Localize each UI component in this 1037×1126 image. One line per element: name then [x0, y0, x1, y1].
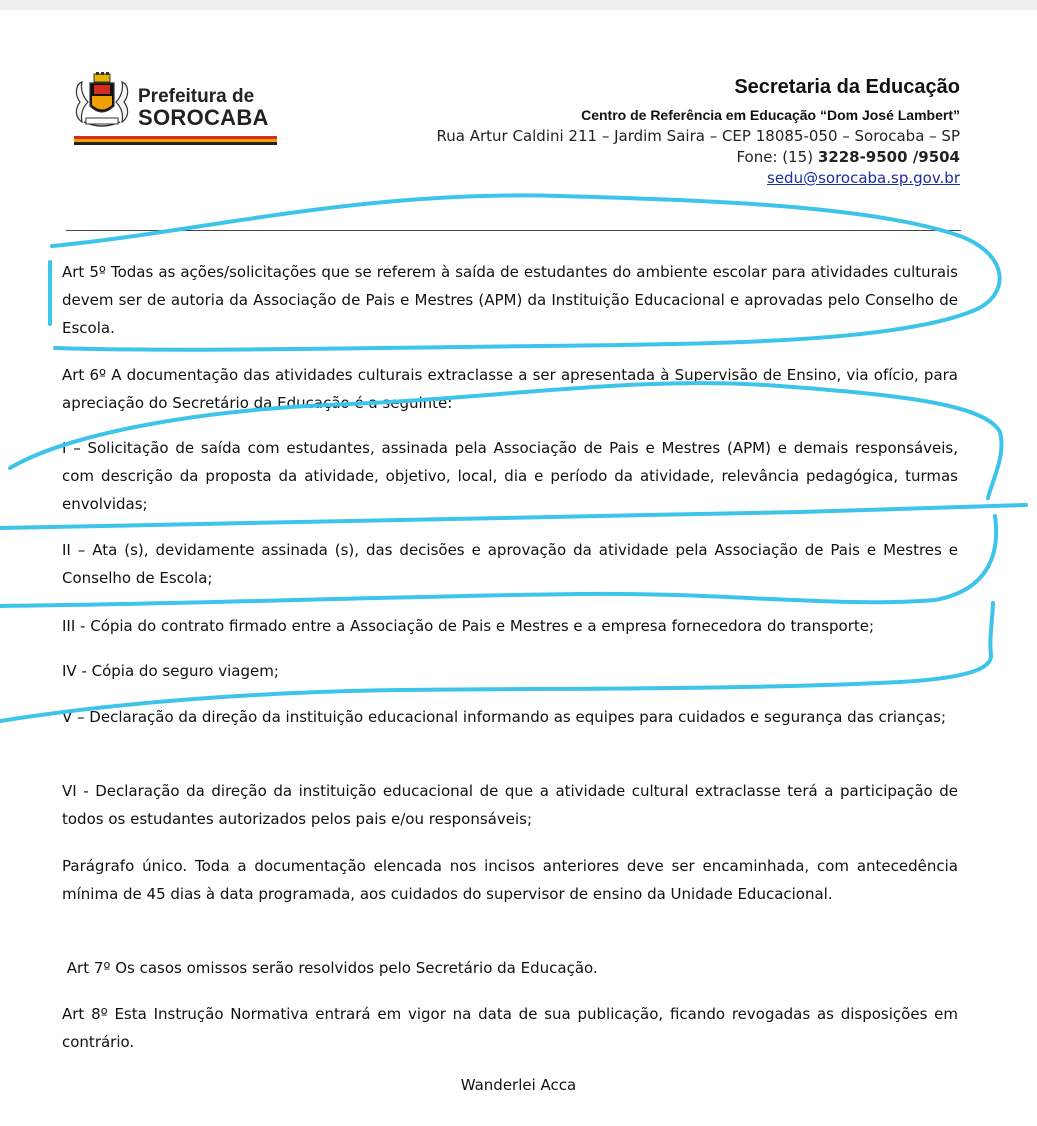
logo-text-sorocaba: SOROCABA: [138, 105, 269, 130]
paragraph-item-i: I – Solicitação de saída com estudantes, assinada pela Associação de Pais e Mestres (APM) e demais responsáveis, com descrição da proposta da atividade, objetivo, local, dia e período da atividade, relevância pedagógica, turmas envolvidas;: [62, 439, 958, 513]
email-link[interactable]: sedu@sorocaba.sp.gov.br: [767, 169, 960, 187]
paragraph-item-vi: VI - Declaração da direção da instituição educacional de que a atividade cultural extraclasse terá a participação de todos os estudantes autorizados pelos pais e/ou responsáveis;: [62, 782, 958, 828]
paragraph-art6: Art 6º A documentação das atividades culturais extraclasse a ser apresentada à Supervisão de Ensino, via ofício, para apreciação do Secretário da Educação é a seguinte:: [62, 366, 958, 412]
top-strip: [0, 0, 1037, 10]
stripe-black: [74, 142, 277, 145]
logo-stripes: [74, 136, 277, 145]
coat-of-arms-icon: [72, 72, 132, 132]
paragraph-item-iii: III - Cópia do contrato firmado entre a Associação de Pais e Mestres e a empresa fornecedora do transporte;: [62, 617, 875, 635]
paragraph-item-v: V – Declaração da direção da instituição educacional informando as equipes para cuidados e segurança das crianças;: [62, 708, 947, 726]
paragraph-item-ii: II – Ata (s), devidamente assinada (s), das decisões e aprovação da atividade pela Associação de Pais e Mestres e Conselho de Escola;: [62, 541, 958, 587]
paragraph-art5: Art 5º Todas as ações/solicitações que se referem à saída de estudantes do ambiente escolar para atividades culturais devem ser de autoria da Associação de Pais e Mestres (APM) da Instituição Educacional e aprovadas pelo Conselho de Escola.: [62, 263, 958, 337]
letterhead: [437, 76, 961, 187]
phone-prefix: Fone: (15): [736, 148, 818, 166]
logo-text-prefeitura: Prefeitura de: [138, 86, 255, 107]
paragraph-art7: Art 7º Os casos omissos serão resolvidos pelo Secretário da Educação.: [62, 959, 598, 977]
phone-numbers: 3228-9500 /9504: [817, 148, 960, 166]
department-title: Secretaria da Educação: [734, 76, 960, 98]
paragraph-art8: Art 8º Esta Instrução Normativa entrará em vigor na data de sua publicação, ficando revogadas as disposições em contrário.: [62, 1005, 958, 1051]
paragraph-item-iv: IV - Cópia do seguro viagem;: [62, 662, 279, 680]
signature-name: Wanderlei Acca: [460, 1076, 577, 1094]
sorocaba-logo: [70, 72, 285, 144]
center-name: Centro de Referência em Educação “Dom José Lambert”: [581, 107, 960, 123]
header-divider: [66, 230, 961, 231]
phone: [437, 148, 961, 166]
paragraph-unique: Parágrafo único. Toda a documentação elencada nos incisos anteriores deve ser encaminhada, com antecedência mínima de 45 dias à data programada, aos cuidados do supervisor de ensino da Unidade Educacional.: [62, 857, 958, 903]
address: Rua Artur Caldini 211 – Jardim Saira – CEP 18085-050 – Sorocaba – SP: [436, 127, 960, 145]
